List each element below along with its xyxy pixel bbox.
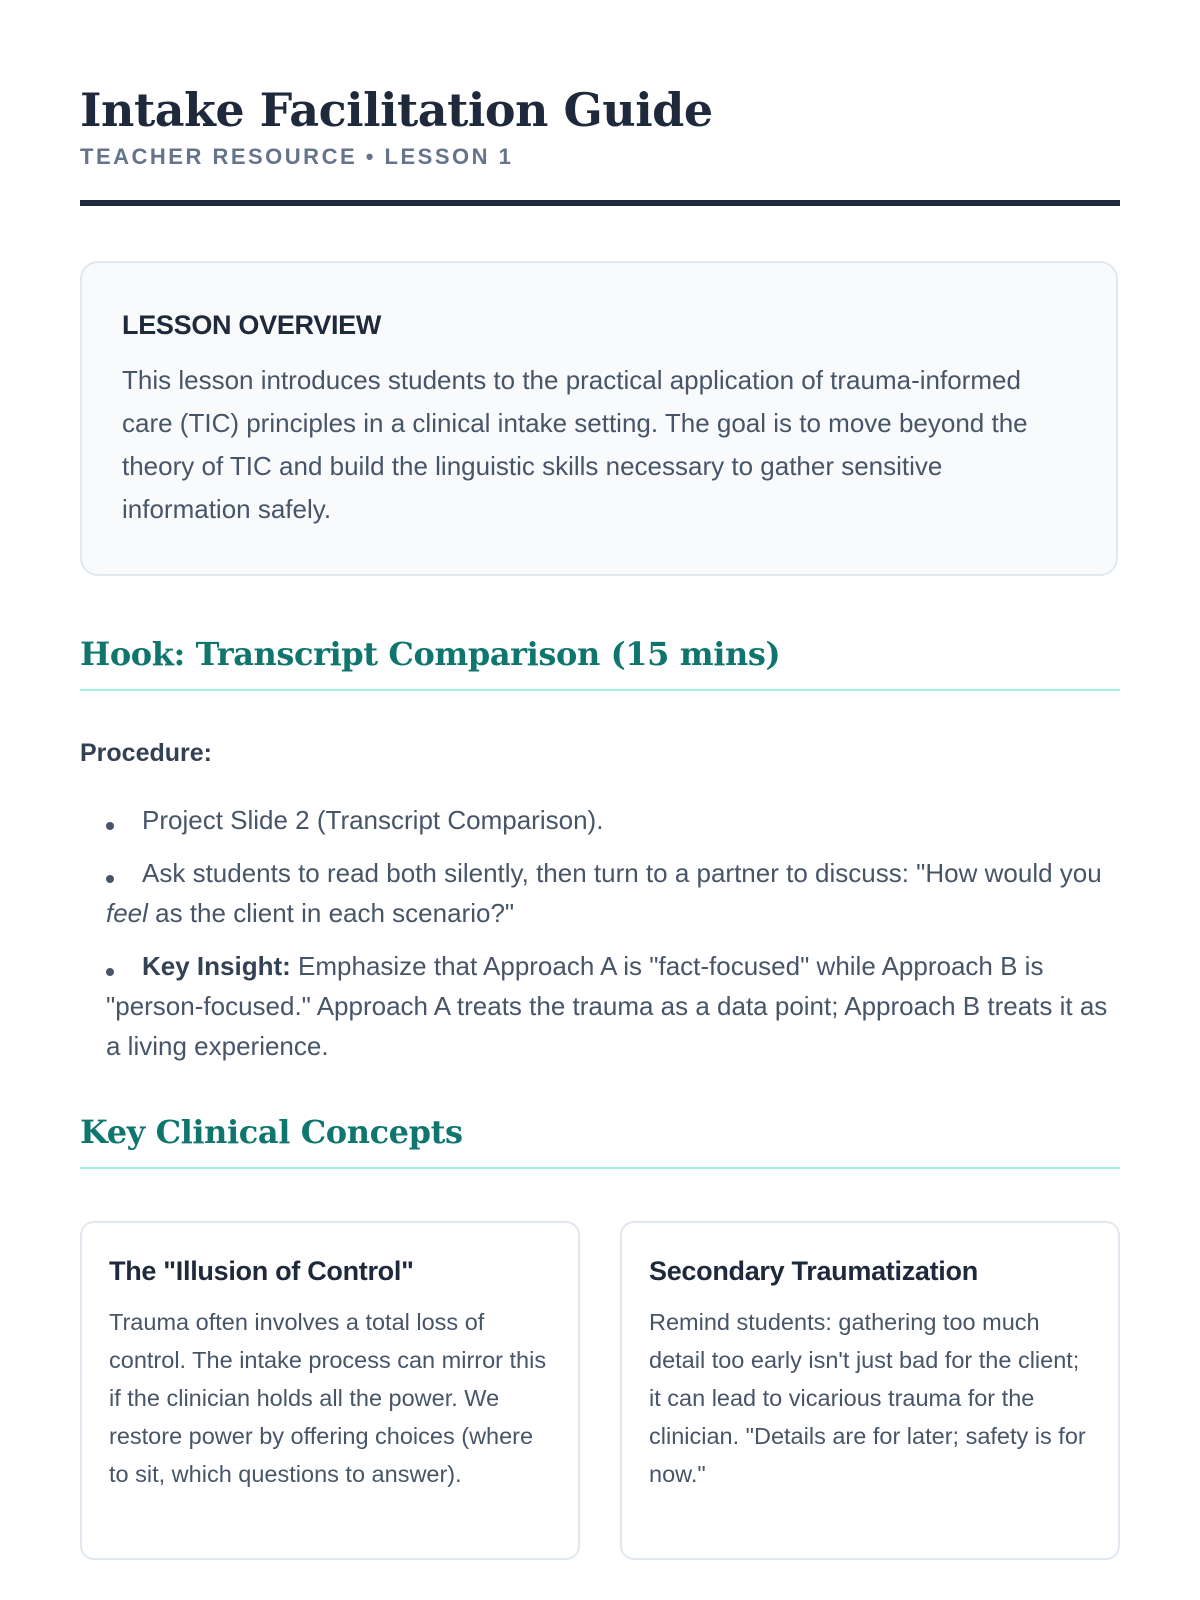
hook-section-divider <box>80 689 1120 691</box>
procedure-step-text: Ask students to read both silently, then turn to a partner to discuss: "How would you <box>142 858 1102 888</box>
list-item <box>106 800 1120 840</box>
concepts-section-divider <box>80 1167 1120 1169</box>
page-subtitle: TEACHER RESOURCE • LESSON 1 <box>80 144 514 169</box>
key-insight-label: Key Insight: <box>142 951 291 981</box>
procedure-step-text-end: as the client in each scenario?" <box>147 898 515 928</box>
card-title: The "Illusion of Control" <box>109 1256 414 1286</box>
hook-section-heading: Hook: Transcript Comparison (15 mins) <box>80 635 781 673</box>
page-title: Intake Facilitation Guide <box>80 83 713 137</box>
card-body: Trauma often involves a total loss of control. The intake process can mirror this if the clinician holds all the power. We restore power by offering choices (where to sit, which questions to answer). <box>109 1309 547 1487</box>
lesson-overview-box <box>80 261 1118 576</box>
procedure-list <box>106 800 1120 1079</box>
concept-card-secondary-traumatization <box>620 1221 1120 1560</box>
list-item <box>106 946 1120 1066</box>
procedure-label: Procedure: <box>80 739 212 767</box>
procedure-step-text: Project Slide 2 (Transcript Comparison). <box>142 805 604 835</box>
emphasis-text: feel <box>106 898 148 928</box>
card-body: Remind students: gathering too much detail too early isn't just bad for the client; it can lead to vicarious trauma for the clinician. "Details are for later; safety is for now." <box>649 1309 1086 1487</box>
overview-heading: LESSON OVERVIEW <box>122 310 382 340</box>
concepts-section-heading: Key Clinical Concepts <box>80 1113 463 1151</box>
header-divider <box>80 200 1120 206</box>
card-title: Secondary Traumatization <box>649 1256 978 1286</box>
overview-body: This lesson introduces students to the practical application of trauma-informed care (TIC) principles in a clinical intake setting. The goal is to move beyond the theory of TIC and build the linguistic skills necessary to gather sensitive information safely. <box>122 365 1028 524</box>
concept-card-illusion-of-control <box>80 1221 580 1560</box>
key-insight-text: Emphasize that Approach A is "fact-focused" while Approach B is "person-focused." Approach A treats the trauma as a data point; Approach B treats it as a living experience. <box>106 951 1108 1061</box>
list-item <box>106 853 1120 933</box>
